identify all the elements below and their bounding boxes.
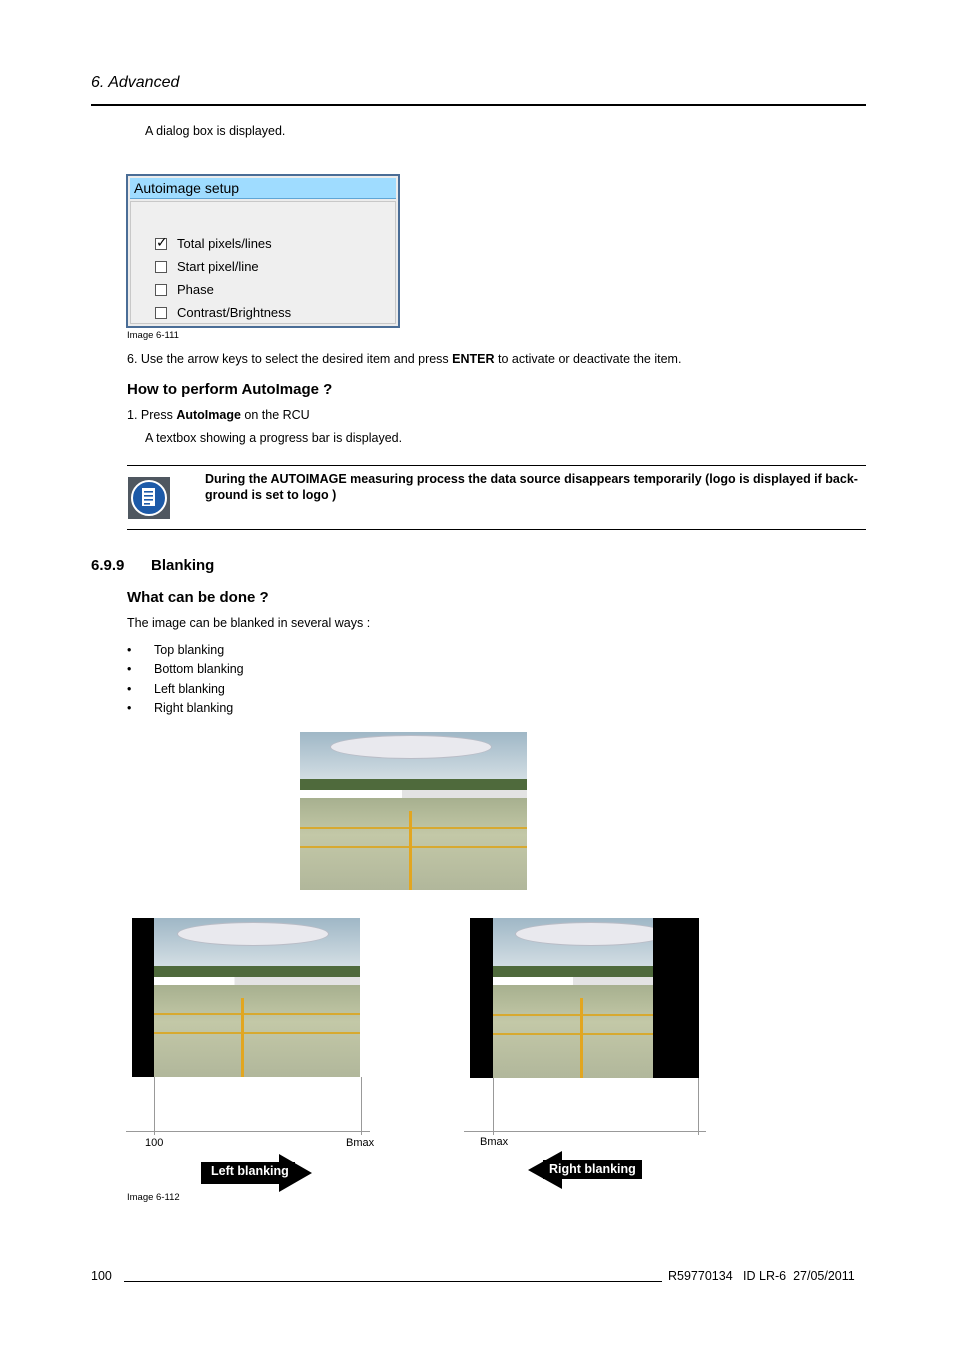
autoimage-step-1: 1. Press AutoImage on the RCU (127, 408, 310, 422)
dialog-shown-text: A dialog box is displayed. (145, 124, 286, 138)
left-axis-start-tick (154, 1077, 155, 1135)
list-item: • Right blanking (127, 701, 244, 720)
airport-image-left-blanked (132, 918, 360, 1077)
right-axis-start-label: Bmax (480, 1136, 509, 1148)
list-item: • Top blanking (127, 643, 244, 662)
left-axis-end-label: Bmax (346, 1137, 375, 1149)
checkbox-icon[interactable] (155, 261, 167, 273)
option-phase[interactable] (155, 282, 214, 297)
blanking-intro: The image can be blanked in several ways : (127, 616, 371, 630)
option-label: Start pixel/line (177, 259, 259, 274)
caption-image-112: Image 6-112 (127, 1192, 180, 1203)
footer-rule (124, 1281, 662, 1282)
note-rule-top (127, 465, 866, 466)
autoimage-heading: How to perform AutoImage ? (127, 381, 333, 398)
step-6: 6. Use the arrow keys to select the desired item and press ENTER to activate or deactivate the item. (127, 352, 682, 366)
option-start-pixel[interactable] (155, 259, 259, 274)
caption-image-111: Image 6-111 (127, 330, 179, 341)
right-axis-start-tick (493, 1078, 494, 1135)
airport-image-original (300, 732, 527, 890)
left-axis-line (126, 1131, 370, 1132)
note-rule-bottom (127, 529, 866, 530)
section-number: 6.9.9 (91, 557, 125, 574)
header-rule (91, 104, 866, 106)
chapter-header: 6. Advanced (91, 74, 180, 91)
section-title: Blanking (151, 557, 215, 574)
note-document-icon (128, 477, 170, 519)
option-label: Total pixels/lines (177, 236, 272, 251)
checkbox-checked-icon[interactable] (155, 238, 167, 250)
right-blank-band (653, 918, 699, 1078)
note-text: During the AUTOIMAGE measuring process the data source disappears temporarily (logo is displayed if back- ground is set to logo ) (205, 472, 858, 502)
right-axis-line (464, 1131, 706, 1132)
left-axis-end-tick (361, 1077, 362, 1135)
blanking-ways-list (127, 643, 244, 720)
left-edge-band (470, 918, 493, 1078)
option-label: Contrast/Brightness (177, 305, 292, 320)
what-can-be-done-heading: What can be done ? (127, 589, 269, 606)
left-blanking-arrow: Left blanking (201, 1154, 313, 1192)
dialog-body (130, 201, 396, 324)
checkbox-icon[interactable] (155, 284, 167, 296)
option-total-pixels[interactable] (155, 236, 272, 251)
left-blank-band (132, 918, 154, 1077)
right-axis-end-tick (698, 1078, 699, 1135)
airport-image-right-blanked (470, 918, 699, 1078)
option-label: Phase (177, 282, 214, 297)
option-contrast-brightness[interactable] (155, 305, 291, 320)
footer-doc-id: R59770134 ID LR-6 27/05/2011 (668, 1269, 855, 1283)
dialog-title: Autoimage setup (130, 178, 396, 199)
list-item: • Bottom blanking (127, 662, 244, 681)
list-item: • Left blanking (127, 682, 244, 701)
checkbox-icon[interactable] (155, 307, 167, 319)
autoimage-setup-dialog (126, 174, 400, 328)
autoimage-step-1-result: A textbox showing a progress bar is displayed. (145, 431, 403, 445)
left-axis-start-label: 100 (145, 1137, 164, 1149)
right-blanking-arrow: Right blanking (528, 1151, 641, 1189)
page-number: 100 (91, 1269, 112, 1283)
